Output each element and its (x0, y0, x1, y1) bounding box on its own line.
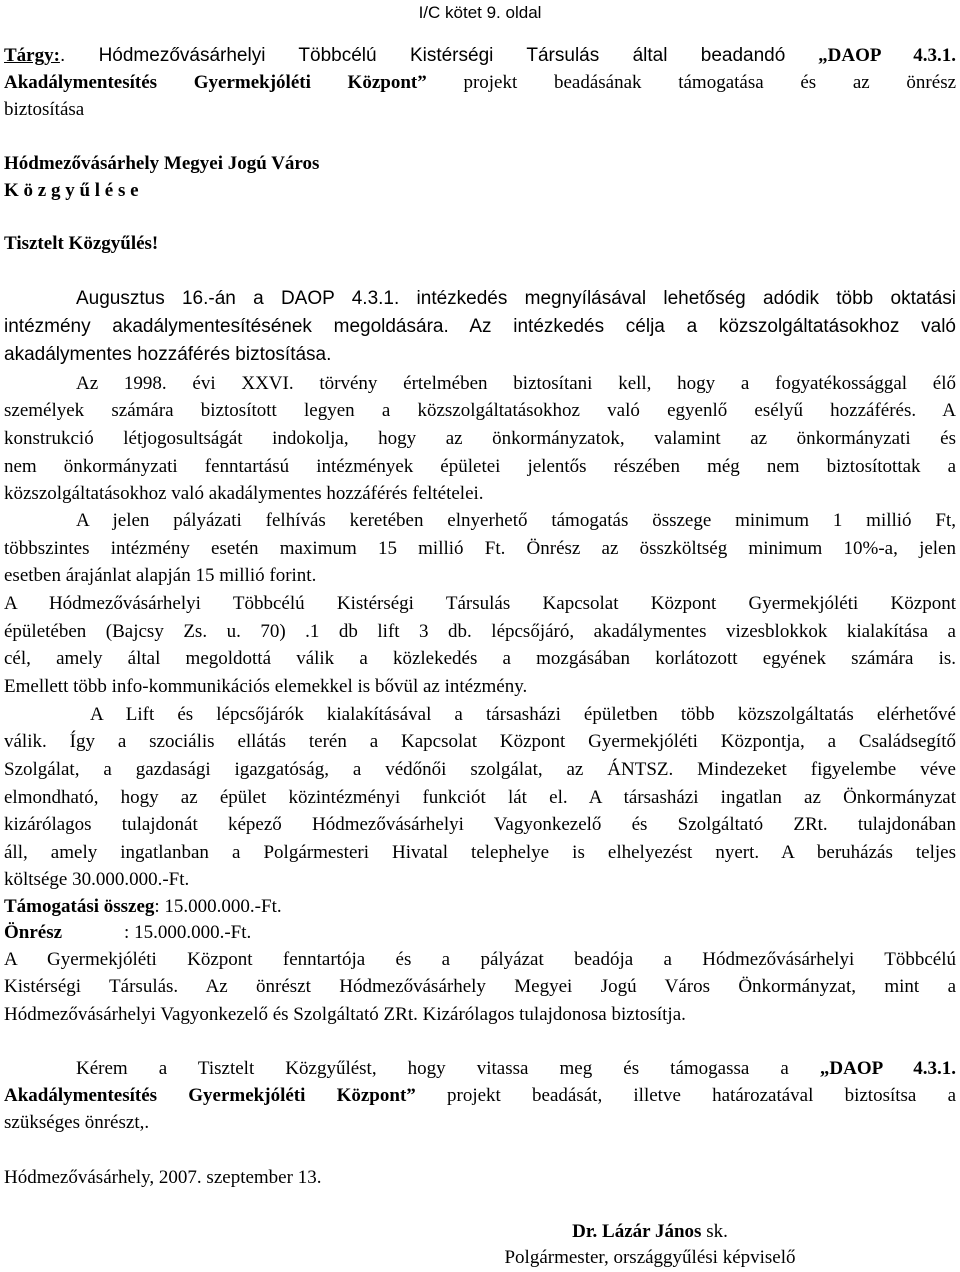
body-line: cél, amely által megoldottá válik a közlekedés a mozgásában korlátozott egyének számára is. (4, 648, 956, 669)
body-line: Emellett több info-kommunikációs elemekkel is bővül az intézmény. (4, 676, 528, 697)
place-date: Hódmezővásárhely, 2007. szeptember 13. (4, 1167, 322, 1188)
body-line: költsége 30.000.000.-Ft. (4, 869, 190, 890)
addressee-body: K ö z g y ű l é s e (4, 180, 139, 201)
subject-label: Tárgy: (4, 45, 60, 66)
body-line: közszolgáltatásokhoz való akadálymentes hozzáférés feltételei. (4, 483, 484, 504)
body-line: többszintes intézmény esetén maximum 15 millió Ft. Önrész az összköltség minimum 10%-a, jelen (4, 538, 956, 559)
own-share-amount (4, 920, 956, 946)
request-line-1: Kérem a Tisztelt Közgyűlést, hogy vitassa meg és támogassa a „DAOP 4.3.1. (76, 1058, 957, 1079)
signature-name: Dr. Lázár János (572, 1221, 702, 1242)
body-line: konstrukció létjogosultságát indokolja, hogy az önkormányzatok, valamint az önkormányzati és (4, 428, 956, 449)
closing-line: A Gyermekjóléti Központ fenntartója és a pályázat beadója a Hódmezővásárhelyi Többcélú (4, 949, 956, 970)
signature-suffix: sk. (701, 1221, 728, 1242)
addressee-city: Hódmezővásárhely Megyei Jogú Város (4, 153, 320, 174)
signature-block (440, 1219, 860, 1271)
support-value: : 15.000.000.-Ft. (154, 896, 282, 917)
closing-line: Kistérségi Társulás. Az önrészt Hódmezővásárhely Megyei Jogú Város Önkormányzat, mint a (4, 976, 956, 997)
body-line: épületében (Bajcsy Zs. u. 70) .1 db lift 3 db. lépcsőjáró, akadálymentes vizesblokkok kialakítása a (4, 621, 956, 642)
body-line: nem önkormányzati fenntartású intézmények épületei jelentős részében még nem biztosítottak a (4, 456, 956, 477)
closing-line: Hódmezővásárhelyi Vagyonkezelő és Szolgáltató ZRt. Kizárólagos tulajdonosa biztosítja. (4, 1004, 686, 1025)
body-line: elmondható, hogy az épület közintézményi funkciót lát el. A társasházi ingatlan az Önkormányzat (4, 787, 956, 808)
signature-title: Polgármester, országgyűlési képviselő (504, 1247, 796, 1268)
support-label: Támogatási összeg (4, 896, 155, 917)
own-share-value: : 15.000.000.-Ft. (124, 922, 252, 943)
body-line: Augusztus 16.-án a DAOP 4.3.1. intézkedés megnyílásával lehetőség adódik több oktatási (76, 288, 956, 309)
body-line: akadálymentes hozzáférés biztosítása. (4, 344, 332, 365)
body-line: A Hódmezővásárhelyi Többcélú Kistérségi Társulás Kapcsolat Központ Gyermekjóléti Központ (4, 593, 956, 614)
body-line: intézmény akadálymentesítésének megoldására. Az intézkedés célja a közszolgáltatásokhoz való (4, 316, 956, 337)
signature-name-line (440, 1219, 860, 1245)
body-line: Szolgálat, a gazdasági igazgatóság, a védőnői szolgálat, az ÁNTSZ. Mindezeket figyelembe véve (4, 759, 956, 780)
body-line: esetben árajánlat alapján 15 millió forint. (4, 565, 317, 586)
body-line: személyek számára biztosított legyen a közszolgáltatásokhoz való egyenlő esélyű hozzáférés. A (4, 400, 956, 421)
subject-line-2: Akadálymentesítés Gyermekjóléti Központ” projekt beadásának támogatása és az önrész (4, 72, 957, 93)
body-line: A jelen pályázati felhívás keretében elnyerhető támogatás összege minimum 1 millió Ft, (76, 510, 956, 531)
body-line: A Lift és lépcsőjárók kialakításával a társasházi épületben több közszolgáltatás elérhetővé (90, 704, 956, 725)
support-amount (4, 894, 956, 920)
salutation: Tisztelt Közgyűlés! (4, 233, 159, 254)
own-share-label: Önrész (4, 922, 63, 943)
subject-line-1: Tárgy:. Hódmezővásárhelyi Többcélú Kistérségi Társulás által beadandó „DAOP 4.3.1. (4, 45, 957, 66)
body-line: kizárólagos tulajdonát képező Hódmezővásárhelyi Vagyonkezelő és Szolgáltató ZRt. tulajdonában (4, 814, 956, 835)
subject-line-3: biztosítása (4, 99, 85, 120)
body-line: áll, amely ingatlanban a Polgármesteri Hivatal telephelye is elhelyezést nyert. A beruházás teljes (4, 842, 956, 863)
request-line-2: Akadálymentesítés Gyermekjóléti Központ” projekt beadását, illetve határozatával biztosítsa a (4, 1085, 957, 1106)
body-line: válik. Így a szociális ellátás terén a Kapcsolat Központ Gyermekjóléti Központja, a Családsegítő (4, 731, 956, 752)
page-header: I/C kötet 9. oldal (418, 3, 542, 22)
request-line-3: szükséges önrészt,. (4, 1112, 150, 1133)
body-line: Az 1998. évi XXVI. törvény értelmében biztosítani kell, hogy a fogyatékossággal élő (76, 373, 956, 394)
